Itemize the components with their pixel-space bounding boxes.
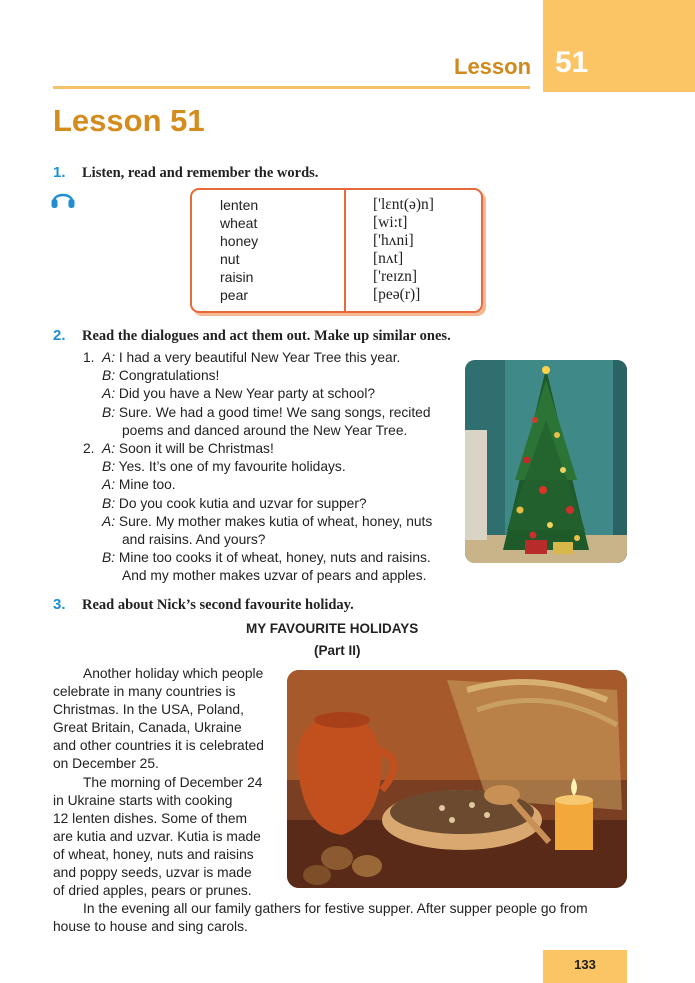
text-line: In the evening all our family gathers for festive supper. After supper people go from xyxy=(83,901,588,916)
speaker: A: xyxy=(102,477,116,493)
text-line: of dried apples, pears or prunes. xyxy=(53,883,252,899)
vocab-word: raisin xyxy=(220,269,254,285)
reading-title: MY FAVOURITE HOLIDAYS xyxy=(246,621,419,636)
text-line: and poppy seeds, uzvar is made xyxy=(53,865,252,881)
text-line: The morning of December 24 xyxy=(83,774,263,790)
speaker: B: xyxy=(102,368,116,384)
dialogue-line: poems and danced around the New Year Tree. xyxy=(122,422,408,438)
christmas-food-image xyxy=(287,670,627,888)
text-line: and other countries it is celebrated xyxy=(53,738,264,754)
header-lesson-word: Lesson xyxy=(454,54,532,79)
reading-subtitle: (Part II) xyxy=(314,643,361,658)
speaker: A: xyxy=(102,441,116,457)
vocabulary-words xyxy=(220,196,258,304)
dialogue1-number: 1. xyxy=(83,350,95,365)
task3-number: 3. xyxy=(53,596,66,613)
header-rule xyxy=(53,86,530,89)
text-line: in Ukraine starts with cooking xyxy=(53,792,233,808)
text-line: house to house and sing carols. xyxy=(53,919,248,935)
speaker: B: xyxy=(102,495,116,511)
vocab-transcription: [nʌt] xyxy=(373,250,404,267)
dialogue-line: And my mother makes uzvar of pears and apples. xyxy=(122,568,427,584)
dialogue-line: Did you have a New Year party at school? xyxy=(118,386,376,402)
text-line: Another holiday which people xyxy=(83,666,264,681)
dialogue-line: Congratulations! xyxy=(118,368,220,384)
speaker: A: xyxy=(102,350,116,365)
dialogue-line: Mine too. xyxy=(118,477,176,493)
text-line: 12 lenten dishes. Some of them xyxy=(53,810,248,826)
vocab-transcription: [peə(r)] xyxy=(373,286,421,303)
task1-number: 1. xyxy=(53,164,66,181)
text-line: are kutia and uzvar. Kutia is made xyxy=(53,828,261,844)
vocabulary-divider xyxy=(344,190,346,311)
reading-paragraph-bottom xyxy=(53,900,588,936)
dialogue2-number: 2. xyxy=(83,441,95,456)
lesson-title: Lesson 51 xyxy=(53,103,205,138)
speaker: A: xyxy=(102,513,116,529)
speaker: B: xyxy=(102,404,116,420)
vocab-word: lenten xyxy=(220,197,259,213)
text-line: on December 25. xyxy=(53,756,159,772)
vocabulary-transcriptions xyxy=(373,196,434,304)
speaker: B: xyxy=(102,550,116,566)
dialogue-line: Soon it will be Christmas! xyxy=(118,441,274,457)
task3-instruction: Read about Nick’s second favourite holiday. xyxy=(82,597,354,613)
dialogue-line: Mine too cooks it of wheat, honey, nuts and raisins. xyxy=(118,550,431,566)
dialogue-line: and raisins. And yours? xyxy=(122,532,266,548)
header-lesson-number: 51 xyxy=(555,46,589,79)
headphones-icon[interactable] xyxy=(50,188,76,215)
vocab-transcription: ['reɪzn] xyxy=(373,268,418,285)
task1-instruction: Listen, read and remember the words. xyxy=(82,165,319,181)
vocab-transcription: ['hʌni] xyxy=(373,232,414,249)
vocab-word: pear xyxy=(220,287,249,303)
task2-instruction: Read the dialogues and act them out. Make up similar ones. xyxy=(82,328,451,344)
task2-number: 2. xyxy=(53,327,66,344)
vocab-word: honey xyxy=(220,233,259,249)
text-line: of wheat, honey, nuts and raisins xyxy=(53,846,254,862)
dialogue-line: I had a very beautiful New Year Tree this year. xyxy=(118,350,401,365)
dialogue-line: Sure. My mother makes kutia of wheat, honey, nuts xyxy=(118,513,433,529)
reading-paragraph-left xyxy=(53,665,271,900)
dialogue-lines xyxy=(102,349,432,586)
vocab-word: nut xyxy=(220,251,240,267)
dialogue-line: Sure. We had a good time! We sang songs, recited xyxy=(118,404,431,420)
text-line: Great Britain, Canada, Ukraine xyxy=(53,720,242,736)
dialogue-line: Do you cook kutia and uzvar for supper? xyxy=(118,495,367,511)
text-line: celebrate in many countries is xyxy=(53,684,236,700)
page-number: 133 xyxy=(574,957,596,972)
speaker: B: xyxy=(102,459,116,475)
dialogue-line: Yes. It’s one of my favourite holidays. xyxy=(118,459,346,475)
vocab-transcription: ['lɛnt(ə)n] xyxy=(373,196,434,213)
vocab-word: wheat xyxy=(220,215,258,231)
speaker: A: xyxy=(102,386,116,402)
christmas-tree-image xyxy=(465,360,627,563)
vocab-transcription: [wi:t] xyxy=(373,214,408,231)
text-line: Christmas. In the USA, Poland, xyxy=(53,702,244,718)
